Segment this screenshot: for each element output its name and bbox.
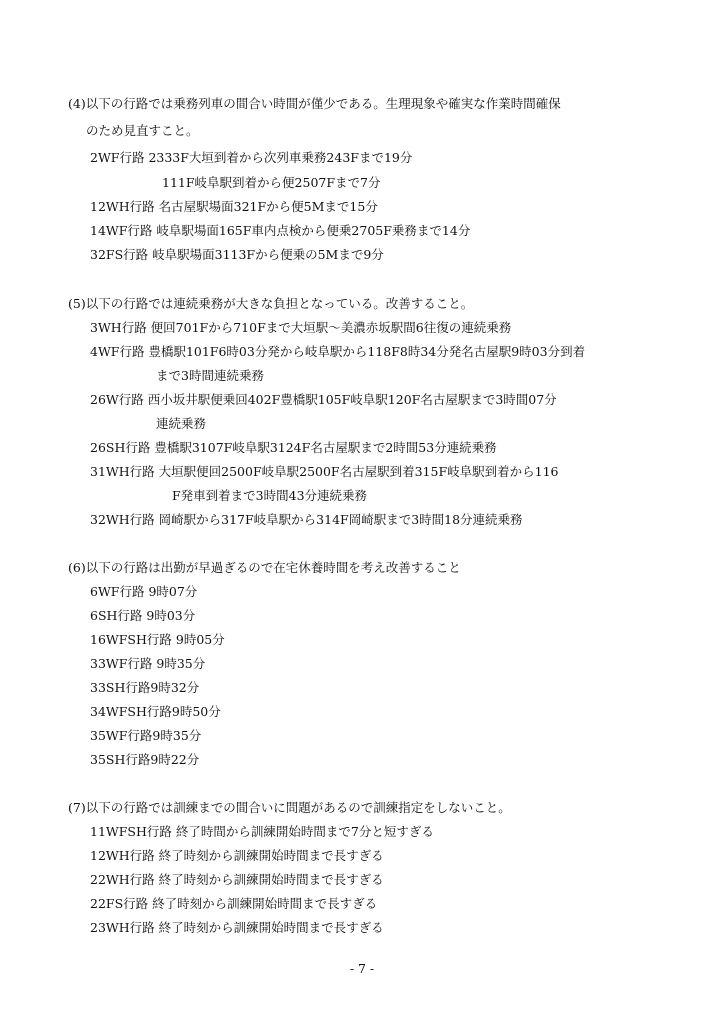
section-6-item: 35SH行路9時22分 (90, 752, 200, 767)
section-5-item: 32WH行路 岡崎駅から317F岐阜駅から314F岡崎駅まで3時間18分連続乗務 (90, 512, 523, 527)
section-6-heading: (6)以下の行路は出勤が早過ぎるので在宅休養時間を考え改善すること (68, 560, 461, 575)
section-4-item: 111F岐阜駅到着から便2507Fまで7分 (162, 175, 381, 190)
section-6-item: 34WFSH行路9時50分 (90, 704, 221, 719)
section-7-item: 22FS行路 終了時刻から訓練開始時間まで長すぎる (90, 896, 378, 911)
section-5-item: 26SH行路 豊橋駅3107F岐阜駅3124F名古屋駅まで2時間53分連続乗務 (90, 440, 497, 455)
section-4-item: 32FS行路 岐阜駅場面3113Fから便乗の5Mまで9分 (90, 247, 384, 262)
page-number: - 7 - (349, 961, 375, 976)
section-5-item: 3WH行路 便回701Fから710Fまで大垣駅～美濃赤坂駅間6往復の連続乗務 (90, 320, 512, 335)
section-4-heading-cont: のため見直すこと。 (86, 123, 199, 138)
section-7-item: 23WH行路 終了時刻から訓練開始時間まで長すぎる (90, 920, 384, 935)
section-5-item: 31WH行路 大垣駅便回2500F岐阜駅2500F名古屋駅到着315F岐阜駅到着から116 (90, 464, 559, 479)
section-6-item: 16WFSH行路 9時05分 (90, 632, 225, 647)
section-4-item: 12WH行路 名古屋駅場面321Fから便5Mまで15分 (90, 199, 378, 214)
section-5-item-cont: 連続乗務 (156, 416, 207, 431)
section-6-item: 33WF行路 9時35分 (90, 656, 206, 671)
section-5-item-cont: F発車到着まで3時間43分連続乗務 (172, 488, 368, 503)
section-4-heading: (4)以下の行路では乗務列車の間合い時間が僅少である。生理現象や確実な作業時間確保 (68, 96, 561, 111)
section-4-item: 2WF行路 2333F大垣到着から次列車乗務243Fまで19分 (90, 150, 413, 165)
section-5-item: 4WF行路 豊橋駅101F6時03分発から岐阜駅から118F8時34分発名古屋駅9時03分到着 (90, 344, 586, 359)
section-7-item: 11WFSH行路 終了時間から訓練開始時間まで7分と短すぎる (90, 824, 434, 839)
section-6-item: 35WF行路9時35分 (90, 728, 202, 743)
section-7-heading: (7)以下の行路では訓練までの間合いに問題があるので訓練指定をしないこと。 (68, 800, 511, 815)
section-6-item: 33SH行路9時32分 (90, 680, 200, 695)
section-7-item: 22WH行路 終了時刻から訓練開始時間まで長すぎる (90, 872, 384, 887)
section-6-item: 6WF行路 9時07分 (90, 584, 198, 599)
section-5-heading: (5)以下の行路では連続乗務が大きな負担となっている。改善すること。 (68, 296, 474, 311)
section-7-item: 12WH行路 終了時刻から訓練開始時間まで長すぎる (90, 848, 384, 863)
section-4-item: 14WF行路 岐阜駅場面165F車内点検から便乗2705F乗務まで14分 (90, 223, 471, 238)
section-6-item: 6SH行路 9時03分 (90, 608, 196, 623)
section-5-item-cont: まで3時間連続乗務 (156, 368, 264, 383)
section-5-item: 26W行路 西小坂井駅便乗回402F豊橋駅105F岐阜駅120F名古屋駅まで3時間07分 (90, 392, 557, 407)
